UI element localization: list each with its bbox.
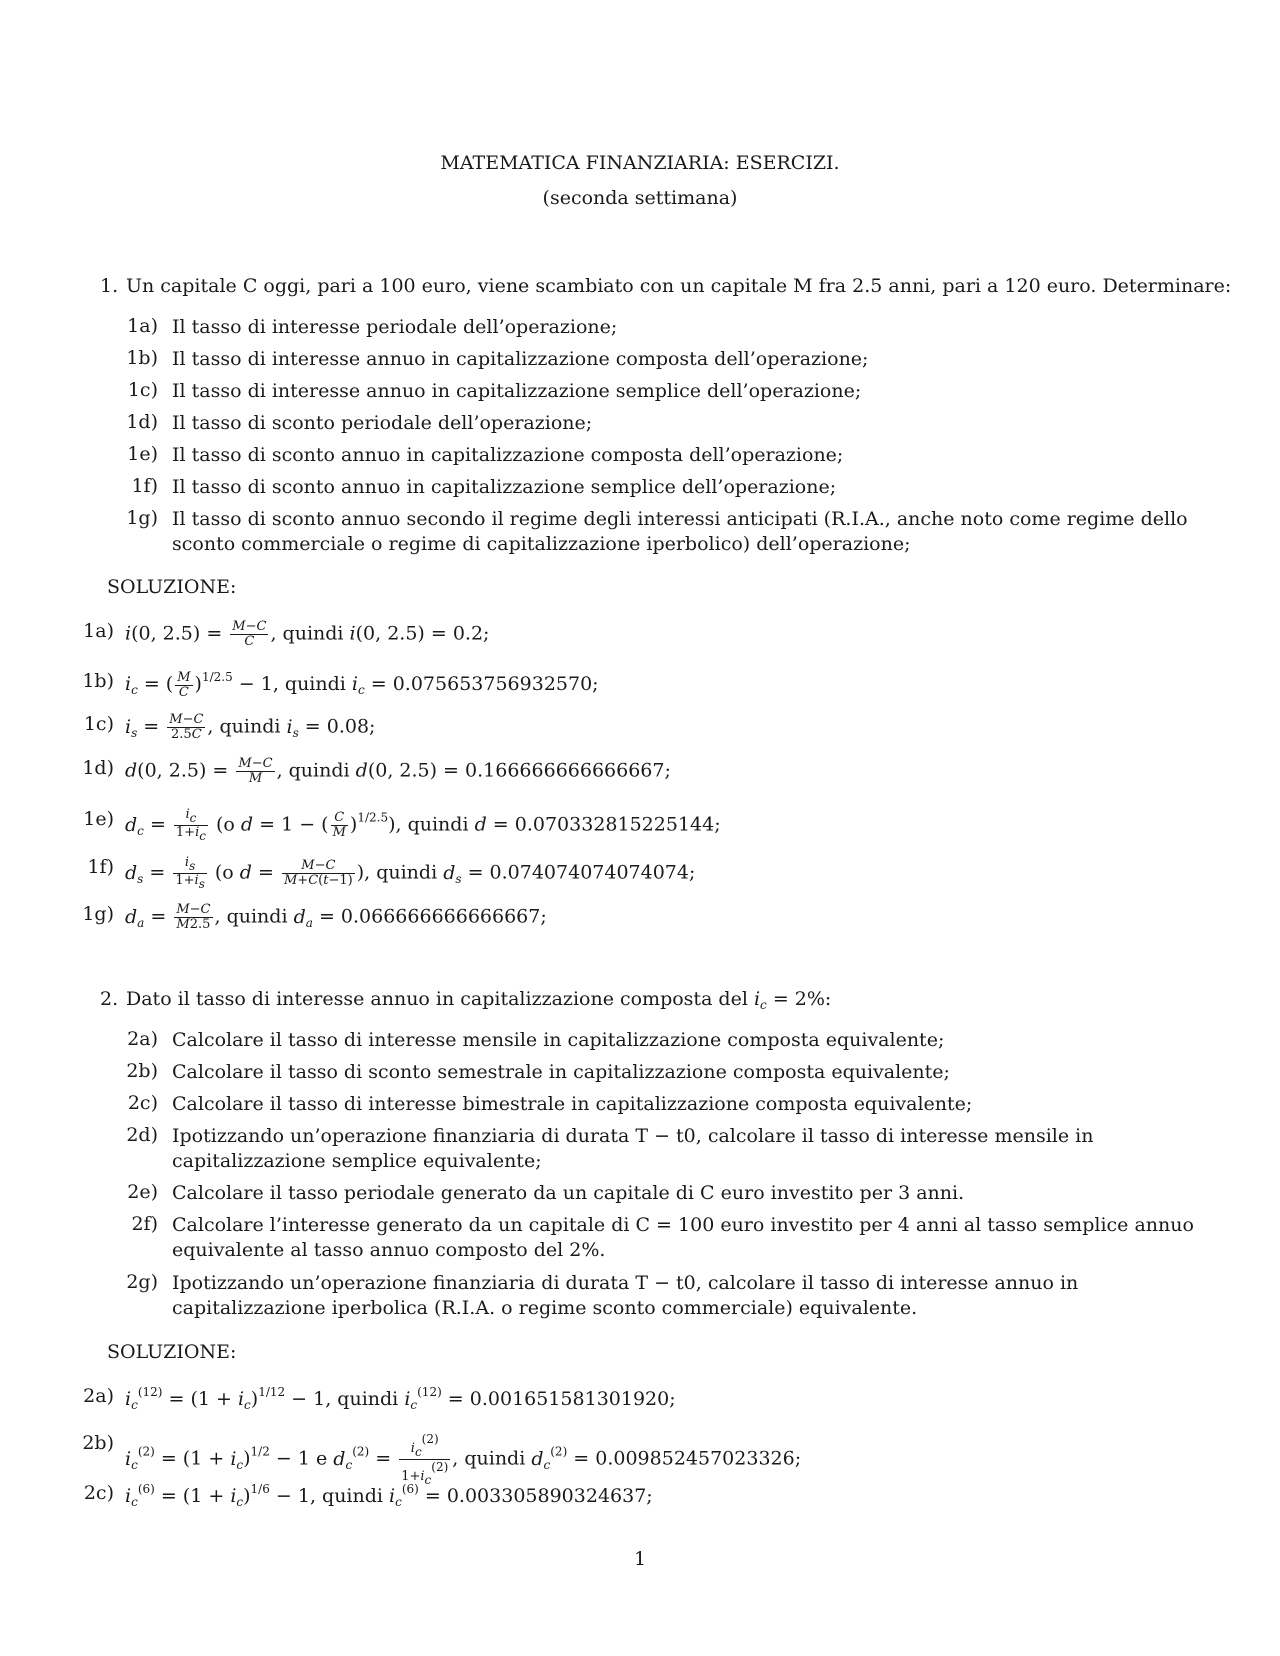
solution-result: 0.2; xyxy=(452,622,490,645)
item-label: 1b) xyxy=(126,347,158,369)
solution-label: 1d) xyxy=(82,757,114,779)
solution-label: 1g) xyxy=(82,903,114,925)
solution-formula: i(0, 2.5) = $\frac{M-C}{C}$ , quindi i(0, 2.5) = 0.2; xyxy=(125,619,490,649)
item-text: Il tasso di sconto annuo secondo il regime degli interessi anticipati (R.I.A., anche noto come regime dello sconto commerciale o regime di capitalizzazione iperbolico) dell’operazione; xyxy=(172,508,1188,555)
solution-result: 0.075653756932570; xyxy=(392,673,599,695)
item-label: 1c) xyxy=(127,379,158,401)
solution-formula: $i_c^{(12)} = (1 + i_c)^{1/12} - 1$, quindi $i_c^{(12)} = 0.001651581301920$; xyxy=(125,1385,676,1412)
item-text: Il tasso di interesse periodale dell’operazione; xyxy=(172,316,618,338)
solution-label: 1e) xyxy=(83,808,114,830)
item-text: Calcolare il tasso periodale generato da un capitale di C euro investito per 3 anni. xyxy=(172,1182,965,1204)
item-label: 2e) xyxy=(127,1181,158,1203)
exercise-number: 1. xyxy=(100,275,119,297)
solution-result: 0.003305890324637; xyxy=(446,1485,653,1507)
item-text: Il tasso di sconto periodale dell’operazione; xyxy=(172,412,593,434)
solution-label: 1c) xyxy=(83,713,114,735)
exercise-number: 2. xyxy=(100,988,119,1010)
item-label: 2a) xyxy=(127,1028,158,1050)
item-label: 2f) xyxy=(131,1213,158,1235)
page-subtitle: (seconda settimana) xyxy=(542,187,738,209)
item-text: Calcolare l’interesse generato da un capitale di C = 100 euro investito per 4 anni al tasso semplice annuo equivalente al tasso annuo composto del 2%. xyxy=(172,1214,1194,1261)
item-text: Il tasso di sconto annuo in capitalizzazione composta dell’operazione; xyxy=(172,444,844,466)
item-text: Calcolare il tasso di sconto semestrale in capitalizzazione composta equivalente; xyxy=(172,1061,950,1083)
solution-label: 1b) xyxy=(82,670,114,692)
page-title: MATEMATICA FINANZIARIA: ESERCIZI. xyxy=(440,152,840,174)
solution-result: 0.066666666666667; xyxy=(340,905,547,928)
item-text: Il tasso di interesse annuo in capitalizzazione composta dell’operazione; xyxy=(172,348,869,370)
solution-result: 0.08; xyxy=(326,715,376,738)
page-number: 1 xyxy=(633,1548,647,1570)
item-label: 1f) xyxy=(131,475,158,497)
solution-formula: $i_c$ = ( $\frac{M}{C}$ )$^{1/2.5}$ − 1, quindi $i_c = 0.075653756932570$; xyxy=(125,669,599,700)
item-label: 2g) xyxy=(126,1271,158,1293)
item-text: Ipotizzando un’operazione finanziaria di durata T − t0, calcolare il tasso di interesse mensile in capitalizzazione semplice equivalente; xyxy=(172,1125,1094,1172)
solution-formula: d(0, 2.5) = $\frac{M-C}{M}$ , quindi d(0, 2.5) = 0.166666666666667; xyxy=(125,756,671,786)
item-label: 1g) xyxy=(126,507,158,529)
item-text: Calcolare il tasso di interesse bimestrale in capitalizzazione composta equivalente; xyxy=(172,1093,973,1115)
solution-result: 0.166666666666667; xyxy=(465,759,671,782)
solution-formula: $i_s$ = $\frac{M-C}{2.5C}$ , quindi $i_s = 0.08$; xyxy=(125,712,376,742)
solution-title: SOLUZIONE: xyxy=(107,576,237,598)
solution-result: 0.070332815225144; xyxy=(514,813,721,836)
solution-label: 1a) xyxy=(83,620,114,642)
solution-formula: $i_c^{(6)} = (1 + i_c)^{1/6} - 1$, quindi $i_c^{(6)} = 0.003305890324637$; xyxy=(125,1482,653,1509)
solution-formula: $i_c^{(2)} = (1 + i_c)^{1/2} - 1$ e $d_c^{(2)}$ = $\frac{i_c^{(2)}}{1+i_c^{(2)}}$ , quindi $d_c^{(2)} = 0.009852457023326$; xyxy=(125,1432,802,1487)
item-label: 2b) xyxy=(126,1060,158,1082)
solution-result: 0.009852457023326; xyxy=(595,1447,802,1470)
item-text: Calcolare il tasso di interesse mensile in capitalizzazione composta equivalente; xyxy=(172,1029,945,1051)
item-label: 2c) xyxy=(127,1092,158,1114)
exercise-text: Un capitale C oggi, pari a 100 euro, viene scambiato con un capitale M fra 2.5 anni, pari a 120 euro. Determinare: xyxy=(126,275,1232,297)
solution-label: 2a) xyxy=(83,1385,114,1407)
solution-title: SOLUZIONE: xyxy=(107,1341,237,1363)
solution-formula: $d_a$ = $\frac{M-C}{M2.5}$ , quindi $d_a = 0.066666666666667$; xyxy=(125,902,547,932)
item-text: Ipotizzando un’operazione finanziaria di durata T − t0, calcolare il tasso di interesse annuo in capitalizzazione iperbolica (R.I.A. o regime sconto commerciale) equivalente. xyxy=(172,1272,1079,1319)
item-label: 2d) xyxy=(126,1124,158,1146)
solution-label: 2b) xyxy=(82,1432,114,1454)
solution-label: 2c) xyxy=(83,1482,114,1504)
exercise-text: Dato il tasso di interesse annuo in capitalizzazione composta del $i_c = 2\%$: xyxy=(126,988,832,1012)
solution-formula: $d_s$ = $\frac{i_s}{1+i_s}$ (o d = $\frac{M-C}{M+C(t-1)}$ ), quindi $d_s = 0.074074074074074$; xyxy=(125,855,696,891)
item-text: Il tasso di interesse annuo in capitalizzazione semplice dell’operazione; xyxy=(172,380,862,402)
item-label: 1e) xyxy=(127,443,158,465)
solution-result: 0.001651581301920; xyxy=(469,1388,676,1410)
item-label: 1d) xyxy=(126,411,158,433)
solution-label: 1f) xyxy=(87,856,114,878)
solution-formula: $d_c$ = $\frac{i_c}{1+i_c}$ (o d = 1 − ( $\frac{C}{M}$ )$^{1/2.5}$), quindi d = 0.070332815225144; xyxy=(125,807,721,843)
item-text: Il tasso di sconto annuo in capitalizzazione semplice dell’operazione; xyxy=(172,476,837,498)
solution-result: 0.074074074074074; xyxy=(489,861,696,884)
item-label: 1a) xyxy=(127,315,158,337)
